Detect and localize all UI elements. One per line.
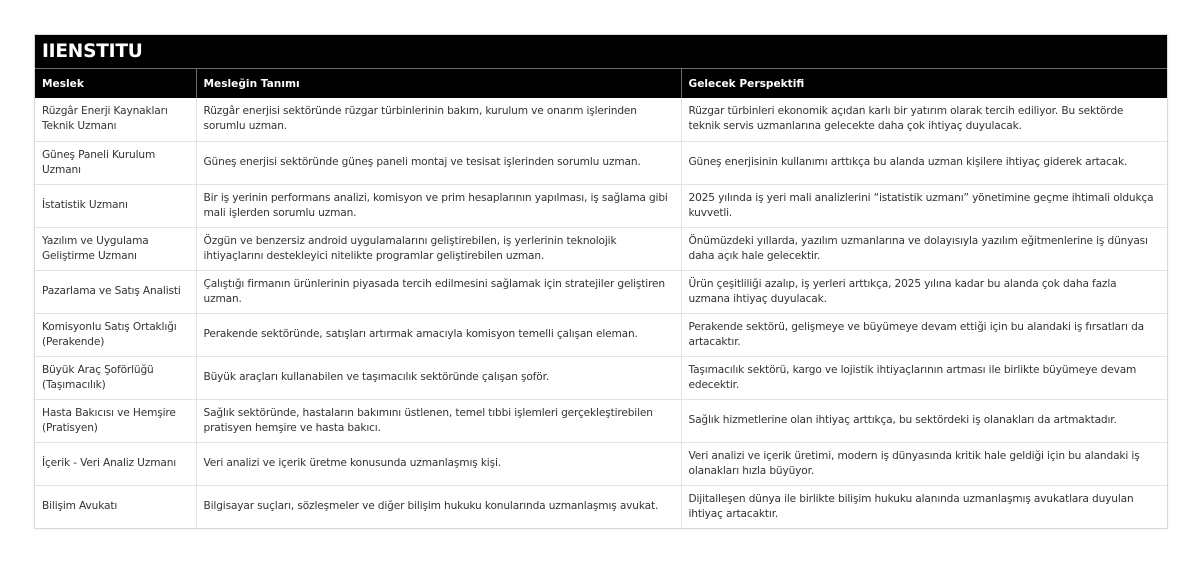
cell-perspektif: Ürün çeşitliliği azalıp, iş yerleri arttıkça, 2025 yılına kadar bu alanda çok daha fazla uzmana ihtiyaç duyulacak.: [681, 270, 1167, 313]
table-header: [35, 69, 1167, 98]
cell-tanim: Sağlık sektöründe, hastaların bakımını üstlenen, temel tıbbi işlemleri gerçekleştirebilen pratisyen hemşire ve hasta bakıcı.: [196, 399, 681, 442]
table-row: [35, 485, 1167, 528]
table-row: [35, 313, 1167, 356]
cell-perspektif: Rüzgar türbinleri ekonomik açıdan karlı bir yatırım olarak tercih ediliyor. Bu sektörde teknik servis uzmanlarına gelecekte daha çok ihtiyaç duyulacak.: [681, 98, 1167, 141]
cell-tanim: Veri analizi ve içerik üretme konusunda uzmanlaşmış kişi.: [196, 442, 681, 485]
cell-perspektif: Sağlık hizmetlerine olan ihtiyaç arttıkça, bu sektördeki iş olanakları da artmaktadır.: [681, 399, 1167, 442]
table-row: [35, 356, 1167, 399]
cell-meslek: Hasta Bakıcısı ve Hemşire (Pratisyen): [35, 399, 196, 442]
table-row: [35, 227, 1167, 270]
cell-perspektif: Dijitalleşen dünya ile birlikte bilişim hukuku alanında uzmanlaşmış avukatlara duyulan ihtiyaç artacaktır.: [681, 485, 1167, 528]
header-row: [35, 69, 1167, 98]
cell-tanim: Güneş enerjisi sektöründe güneş paneli montaj ve tesisat işlerinden sorumlu uzman.: [196, 141, 681, 184]
table-container: [34, 34, 1168, 529]
cell-meslek: Rüzgâr Enerji Kaynakları Teknik Uzmanı: [42, 105, 168, 133]
cell-perspektif: Güneş enerjisinin kullanımı arttıkça bu alanda uzman kişilere ihtiyaç giderek artacak.: [681, 141, 1167, 184]
column-header-meslek: Meslek: [35, 69, 196, 98]
professions-table: [35, 69, 1167, 528]
cell-meslek: Komisyonlu Satış Ortaklığı (Perakende): [35, 313, 196, 356]
table-body: [35, 98, 1167, 528]
table-row: [35, 442, 1167, 485]
column-header-perspektif: Gelecek Perspektifi: [681, 69, 1167, 98]
cell-perspektif: Veri analizi ve içerik üretimi, modern iş dünyasında kritik hale geldiği için bu alandaki iş olanakları hızla büyüyor.: [681, 442, 1167, 485]
cell-meslek: Güneş Paneli Kurulum Uzmanı: [35, 141, 196, 184]
table-row: [35, 184, 1167, 227]
cell-meslek: Büyük Araç Şoförlüğü (Taşımacılık): [35, 356, 196, 399]
table-row: [35, 98, 1167, 141]
cell-meslek: Bilişim Avukatı: [35, 485, 196, 528]
cell-meslek: Yazılım ve Uygulama Geliştirme Uzmanı: [35, 227, 196, 270]
cell-tanim: Çalıştığı firmanın ürünlerinin piyasada tercih edilmesini sağlamak için stratejiler geliştiren uzman.: [196, 270, 681, 313]
table-row: [35, 399, 1167, 442]
cell-perspektif: Perakende sektörü, gelişmeye ve büyümeye devam ettiği için bu alandaki iş fırsatları da artacaktır.: [681, 313, 1167, 356]
table-row: [35, 270, 1167, 313]
table-row: [35, 141, 1167, 184]
cell-meslek: Pazarlama ve Satış Analisti: [35, 270, 196, 313]
cell-meslek: İçerik - Veri Analiz Uzmanı: [35, 442, 196, 485]
cell-tanim: Büyük araçları kullanabilen ve taşımacılık sektöründe çalışan şoför.: [196, 356, 681, 399]
column-header-tanim: Mesleğin Tanımı: [196, 69, 681, 98]
cell-tanim: Özgün ve benzersiz android uygulamalarını geliştirebilen, iş yerlerinin teknolojik ihtiyaçlarını destekleyici nitelikte programlar geliştirebilen uzman.: [196, 227, 681, 270]
cell-tanim: Rüzgâr enerjisi sektöründe rüzgar türbinlerinin bakım, kurulum ve onarım işlerinden sorumlu uzman.: [196, 98, 681, 141]
cell-perspektif: 2025 yılında iş yeri mali analizlerini “istatistik uzmanı” yönetimine geçme ihtimali oldukça kuvvetli.: [681, 184, 1167, 227]
cell-perspektif: Taşımacılık sektörü, kargo ve lojistik ihtiyaçlarının artması ile birlikte büyümeye devam edecektir.: [681, 356, 1167, 399]
cell-meslek: İstatistik Uzmanı: [35, 184, 196, 227]
cell-tanim: Bilgisayar suçları, sözleşmeler ve diğer bilişim hukuku konularında uzmanlaşmış avukat.: [196, 485, 681, 528]
table-title: IIENSTITU: [35, 35, 1167, 69]
cell-tanim: Perakende sektöründe, satışları artırmak amacıyla komisyon temelli çalışan eleman.: [196, 313, 681, 356]
cell-perspektif: Önümüzdeki yıllarda, yazılım uzmanlarına ve dolayısıyla yazılım eğitmenlerine iş dünyası daha açık hale gelecektir.: [681, 227, 1167, 270]
cell-tanim: Bir iş yerinin performans analizi, komisyon ve prim hesaplarının yapılması, iş sağlama gibi mali işlerden sorumlu uzman.: [196, 184, 681, 227]
